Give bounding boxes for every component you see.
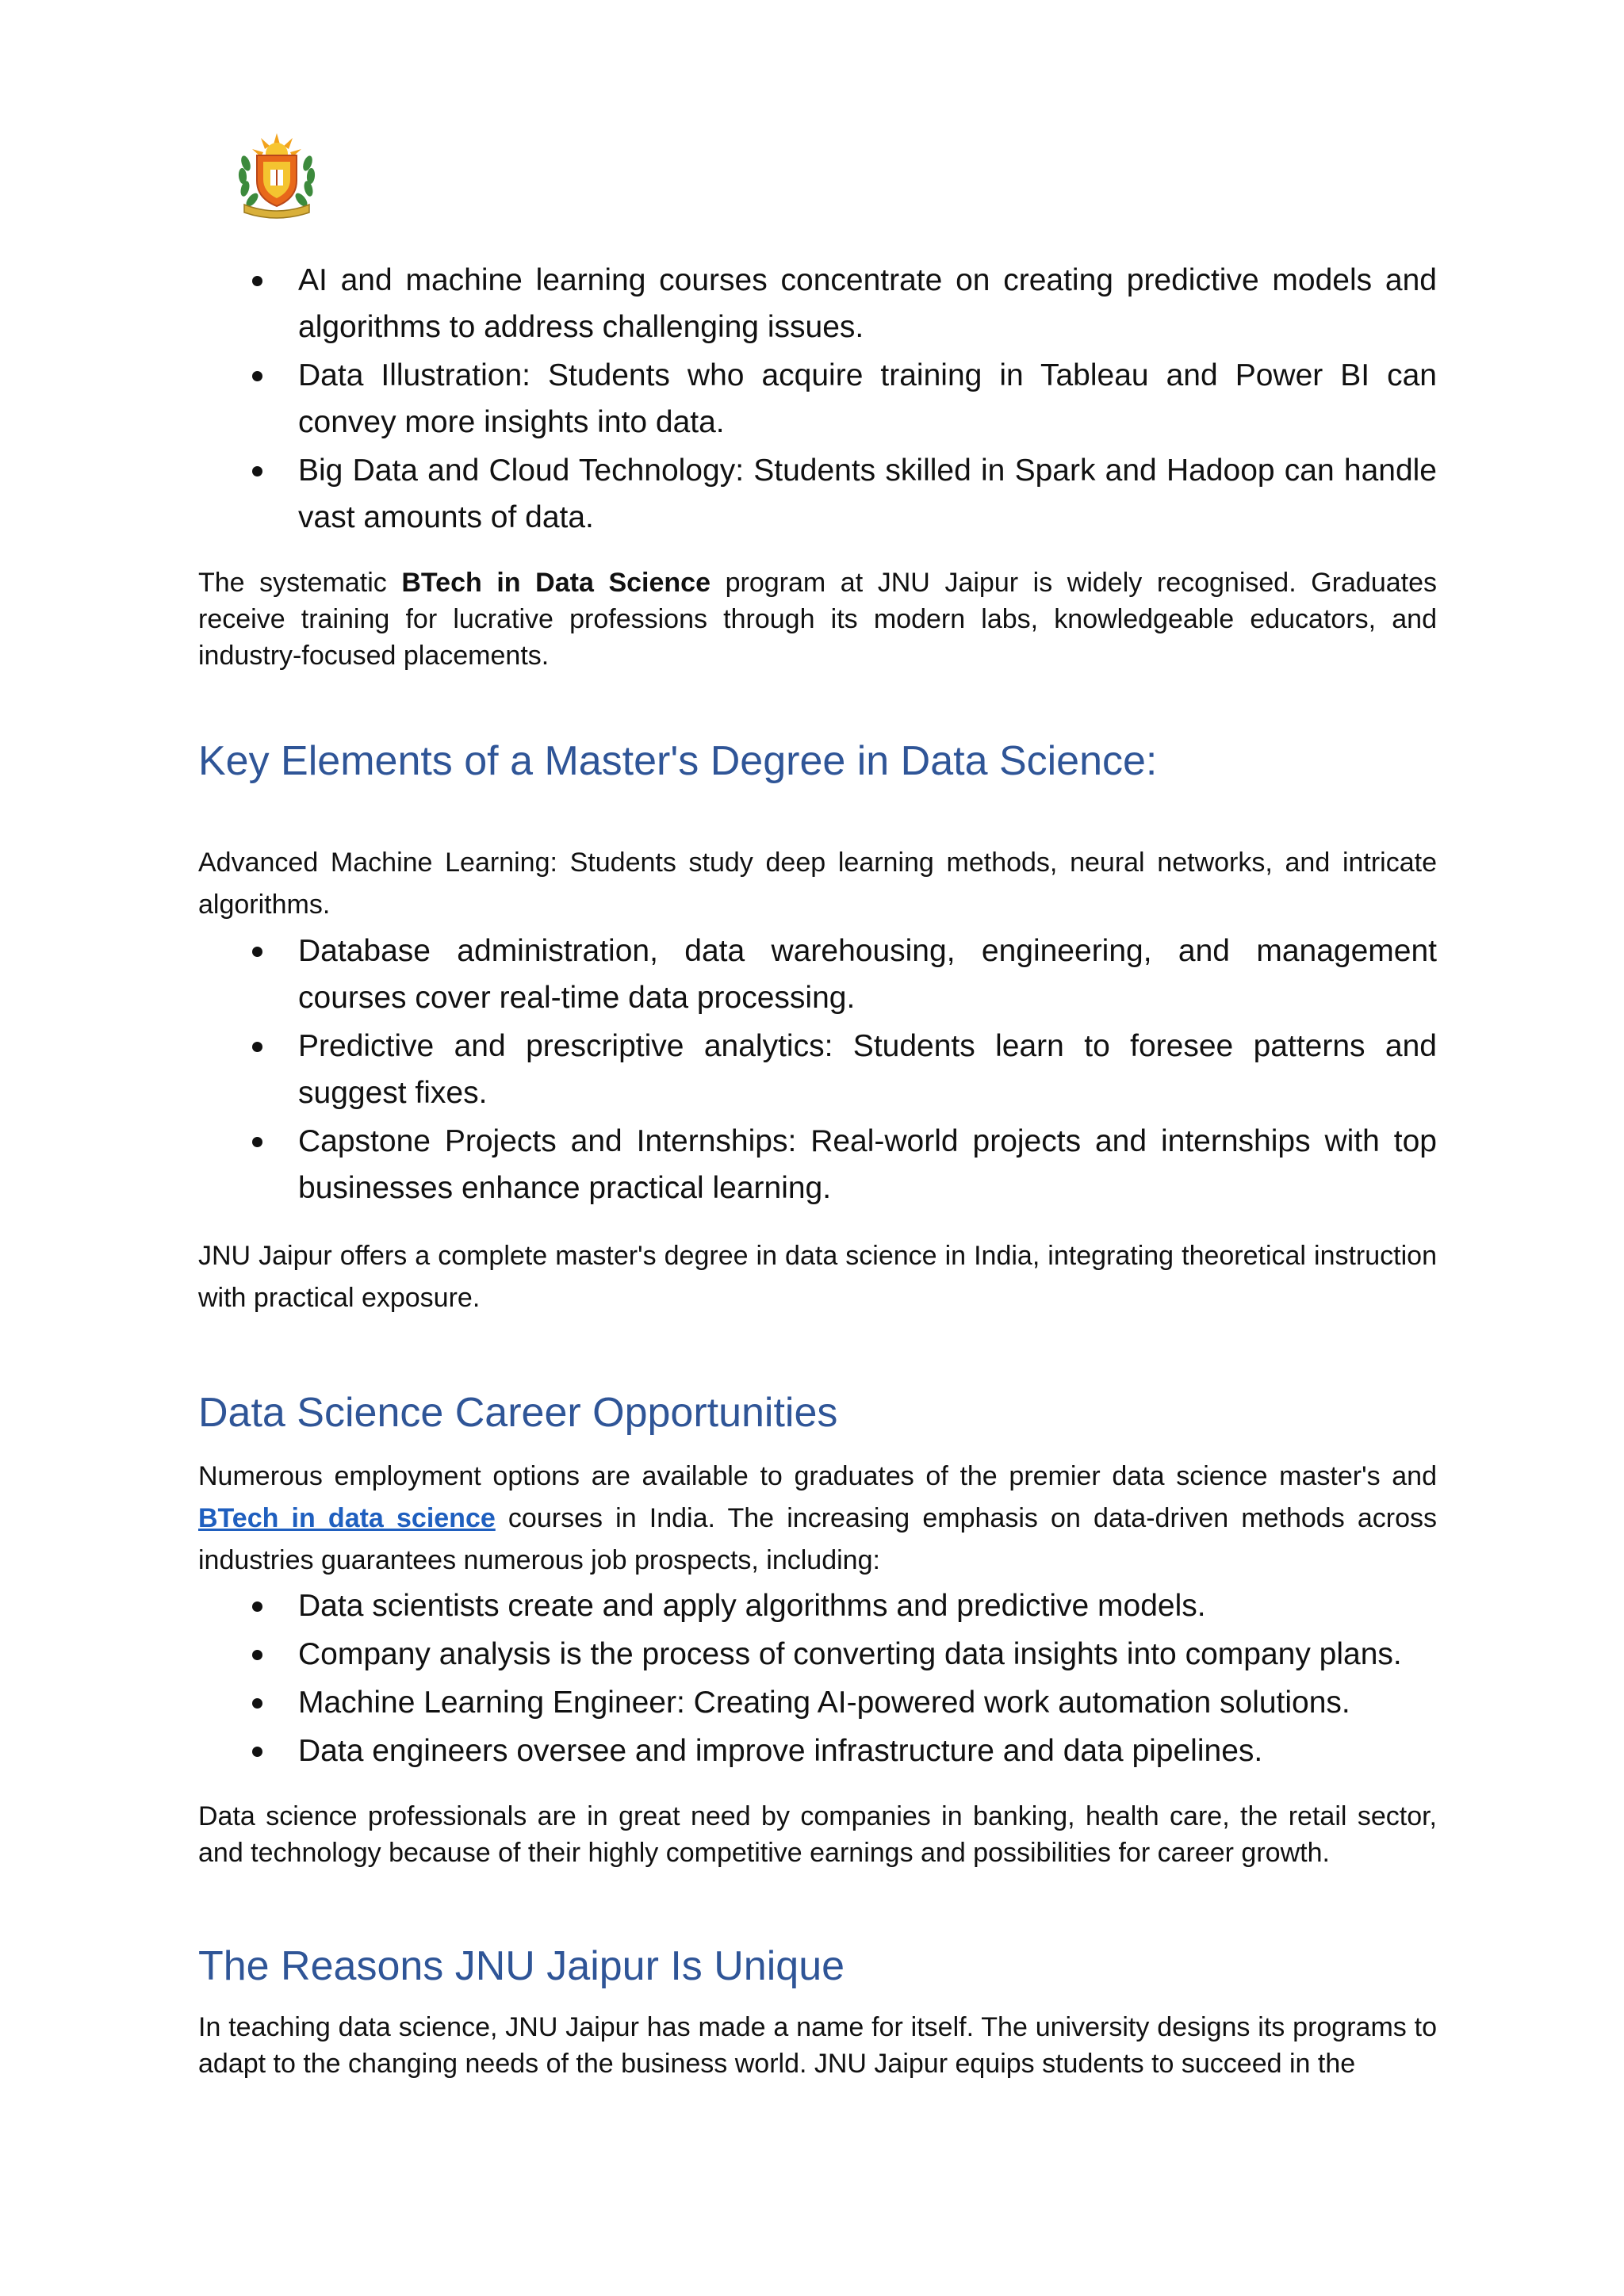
section-intro (198, 257, 1437, 542)
list-item: Company analysis is the process of converting data insights into company plans. (198, 1631, 1437, 1678)
list-item: AI and machine learning courses concentrate on creating predictive models and algorithms to address challenging issues. (198, 257, 1437, 350)
btech-data-science-link[interactable]: BTech in data science (198, 1503, 496, 1533)
list-item: Data engineers oversee and improve infrastructure and data pipelines. (198, 1728, 1437, 1774)
bullet-icon (252, 1601, 262, 1612)
bullet-icon (252, 1650, 262, 1660)
bullet-list (198, 928, 1437, 1211)
bullet-icon (252, 1042, 262, 1052)
bullet-list (198, 1582, 1437, 1774)
list-item: Capstone Projects and Internships: Real-world projects and internships with top businesses enhance practical learning. (198, 1118, 1437, 1211)
university-emblem-icon (235, 132, 319, 220)
section-heading: Data Science Career Opportunities (198, 1390, 838, 1436)
bullet-icon (252, 1137, 262, 1147)
list-item: Data Illustration: Students who acquire training in Tableau and Power BI can convey more insights into data. (198, 352, 1437, 446)
section-heading: Key Elements of a Master's Degree in Data Science: (198, 738, 1158, 784)
list-item: Predictive and prescriptive analytics: Students learn to foresee patterns and suggest fixes. (198, 1023, 1437, 1116)
paragraph: In teaching data science, JNU Jaipur has made a name for itself. The university designs its programs to adapt to the changing needs of the business world. JNU Jaipur equips students to succeed in the (198, 2012, 1437, 2079)
section-heading: The Reasons JNU Jaipur Is Unique (198, 1943, 845, 1989)
paragraph: The systematic BTech in Data Science program at JNU Jaipur is widely recognised. Graduates receive training for lucrative professions through its modern labs, knowledgeable educators, and industry-focused placements. (198, 568, 1438, 671)
bullet-icon (252, 1698, 262, 1709)
list-item: Big Data and Cloud Technology: Students skilled in Spark and Hadoop can handle vast amounts of data. (198, 447, 1437, 541)
paragraph: Numerous employment options are available to graduates of the premier data science master's and BTech in data science courses in India. The increasing emphasis on data-driven methods across industries guarantees numerous job prospects, including: (198, 1461, 1438, 1575)
bold-term: BTech in Data Science (401, 568, 710, 598)
bullet-icon (252, 466, 262, 476)
list-item: Data scientists create and apply algorithms and predictive models. (198, 1582, 1437, 1629)
list-item: Database administration, data warehousing, engineering, and management courses cover real-time data processing. (198, 928, 1437, 1021)
bullet-list (198, 257, 1437, 541)
bullet-icon (252, 947, 262, 957)
list-item: Machine Learning Engineer: Creating AI-powered work automation solutions. (198, 1679, 1437, 1726)
bullet-icon (252, 276, 262, 286)
bullet-icon (252, 1747, 262, 1757)
paragraph: Advanced Machine Learning: Students study deep learning methods, neural networks, and intricate algorithms. (198, 848, 1437, 920)
paragraph: Data science professionals are in great need by companies in banking, health care, the retail sector, and technology because of their highly competitive earnings and possibilities for career growth. (198, 1801, 1437, 1868)
paragraph: JNU Jaipur offers a complete master's degree in data science in India, integrating theoretical instruction with practical exposure. (198, 1241, 1437, 1313)
bullet-icon (252, 371, 262, 381)
